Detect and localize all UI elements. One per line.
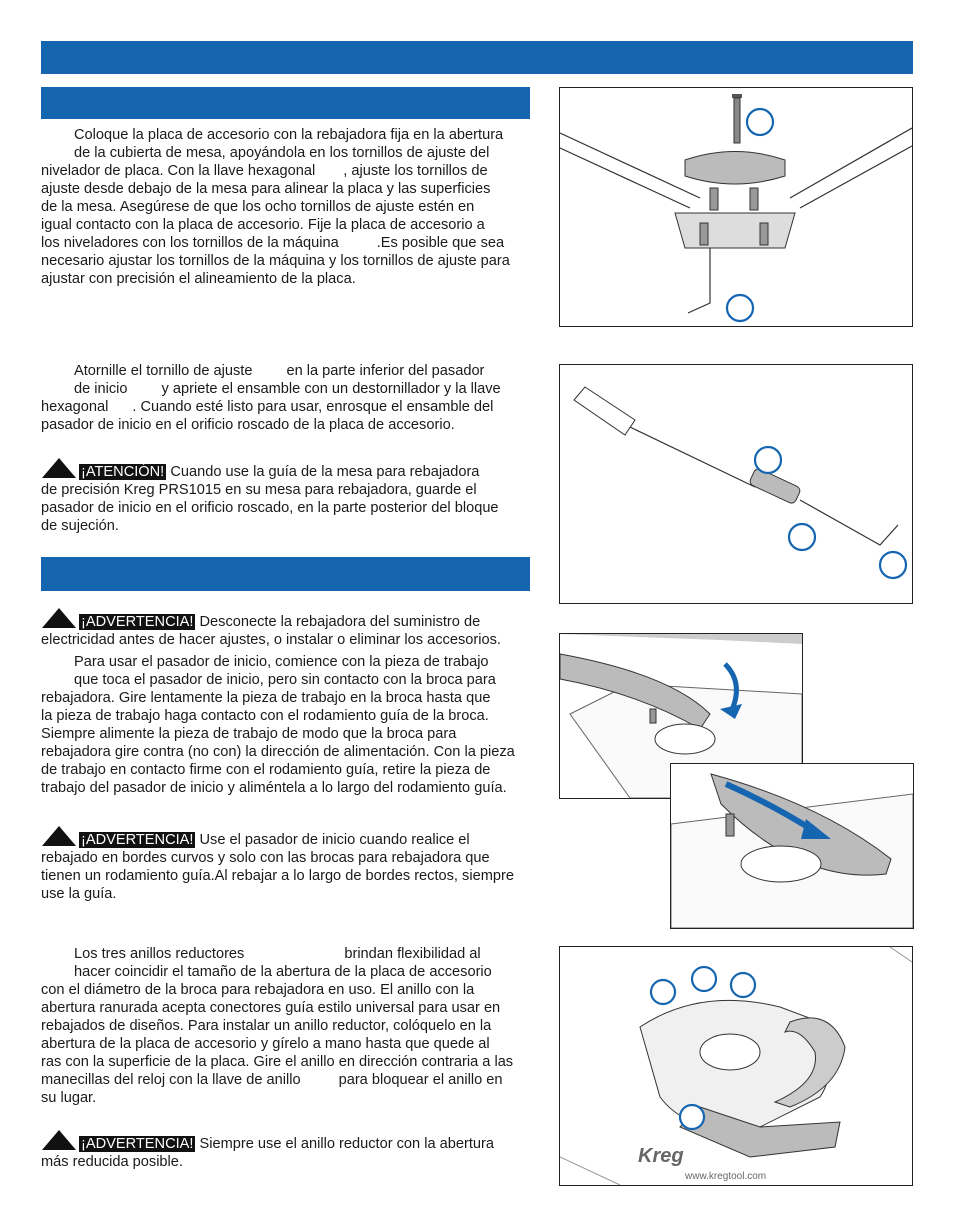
line: de la cubierta de mesa, apoyándola en los tornillos de ajuste del [74, 145, 490, 161]
line: ¡ADVERTENCIA! Use el pasador de inicio cuando realice el [41, 825, 533, 849]
line: de sujeción. [41, 518, 119, 534]
line: pasador de inicio en el orificio roscado de la placa de accesorio. [41, 417, 455, 433]
line: Para usar el pasador de inicio, comience con la pieza de trabajo [74, 654, 489, 670]
line: de precisión Kreg PRS1015 en su mesa para rebajadora, guarde el [41, 482, 477, 498]
top-banner [41, 41, 913, 74]
line: de inicio y apriete el ensamble con un destornillador y la llave [74, 381, 501, 397]
line: con el diámetro de la broca para rebajadora en uso. El anillo con la [41, 982, 475, 998]
line: manecillas del reloj con la llave de anillo para bloquear el anillo en [41, 1072, 503, 1088]
line: necesario ajustar los tornillos de la máquina y los tornillos de ajuste para [41, 253, 510, 269]
line: de la mesa. Asegúrese de que los ocho tornillos de ajuste estén en [41, 199, 475, 215]
warning-tag: ¡ADVERTENCIA! [81, 614, 194, 630]
line: hacer coincidir el tamaño de la abertura de la placa de accesorio [74, 964, 492, 980]
kreg-url: www.kregtool.com [685, 1171, 767, 1182]
line: rebajados de diseños. Para instalar un anillo reductor, colóquelo en la [41, 1018, 492, 1034]
warning-triangle-icon [41, 457, 77, 479]
line: ajustar con precisión el alineamiento de la placa. [41, 271, 356, 287]
line: ajuste desde debajo de la mesa para alinear la placa y las superficies [41, 181, 491, 197]
line: rebajado en bordes curvos y solo con las brocas para rebajadora que [41, 850, 490, 866]
line: electricidad antes de hacer ajustes, o instalar o eliminar los accesorios. [41, 632, 501, 648]
line: tienen un rodamiento guía.Al rebajar a lo largo de bordes rectos, siempre [41, 868, 514, 884]
warning-tag: ¡ADVERTENCIA! [81, 832, 194, 848]
line: Atornille el tornillo de ajuste en la parte inferior del pasador [74, 363, 485, 379]
figure-reducer-rings [559, 946, 913, 1186]
line: la pieza de trabajo haga contacto con el rodamiento guía de la broca. [41, 708, 489, 724]
warning-triangle-icon [41, 1129, 77, 1151]
line: Coloque la placa de accesorio con la rebajadora fija en la abertura [74, 127, 504, 143]
line: trabajo del pasador de inicio y aliméntela a lo largo del rodamiento guía. [41, 780, 507, 796]
line: rebajadora gire contra (no con) la dirección de alimentación. Con la pieza [41, 744, 515, 760]
line: Siempre alimente la pieza de trabajo de modo que la broca para [41, 726, 457, 742]
paragraph-plate-install [41, 126, 533, 288]
line: Los tres anillos reductores brindan flexibilidad al [74, 946, 481, 962]
line: nivelador de placa. Con la llave hexagonal , ajuste los tornillos de [41, 163, 488, 179]
line: rebajadora. Gire lentamente la pieza de trabajo en la broca hasta que [41, 690, 491, 706]
line: su lugar. [41, 1090, 97, 1106]
warning-note-3 [41, 1129, 533, 1171]
warning-note-1 [41, 607, 533, 649]
warning-triangle-icon [41, 825, 77, 847]
line: igual contacto con la placa de accesorio. Fije la placa de accesorio a [41, 217, 485, 233]
section-bar-1 [41, 87, 530, 119]
line: ras con la superficie de la placa. Gire el anillo en dirección contraria a las [41, 1054, 514, 1070]
figure-starter-pin-assembly [559, 364, 913, 604]
line: hexagonal . Cuando esté listo para usar, enrosque el ensamble del [41, 399, 494, 415]
paragraph-reducer-rings [41, 945, 533, 1107]
line: abertura ranurada acepta conectores guía estilo universal para usar en [41, 1000, 501, 1016]
warning-tag: ¡ADVERTENCIA! [81, 1136, 194, 1152]
paragraph-starter-pin [41, 362, 533, 434]
line: ¡ADVERTENCIA! Siempre use el anillo reductor con la abertura [41, 1129, 533, 1153]
line: los niveladores con los tornillos de la máquina .Es posible que sea [41, 235, 505, 251]
kreg-logo: Kreg [638, 1145, 684, 1167]
section-bar-2 [41, 557, 530, 591]
line: abertura de la placa de accesorio y gírelo a mano hasta que quede al [41, 1036, 490, 1052]
line: ¡ADVERTENCIA! Desconecte la rebajadora del suministro de [41, 607, 533, 631]
line: pasador de inicio en el orificio roscado, en la parte posterior del bloque [41, 500, 499, 516]
paragraph-use-starter-pin [41, 653, 533, 797]
figure-workpiece-feed [670, 763, 914, 929]
line: ¡ATENCIÓN! Cuando use la guía de la mesa para rebajadora [41, 457, 533, 481]
attention-tag: ¡ATENCIÓN! [81, 464, 165, 480]
figure-plate-leveler [559, 87, 913, 327]
attention-note [41, 457, 533, 535]
line: más reducida posible. [41, 1154, 183, 1170]
line: que toca el pasador de inicio, pero sin contacto con la broca para [74, 672, 496, 688]
warning-note-2 [41, 825, 533, 903]
line: use la guía. [41, 886, 117, 902]
warning-triangle-icon [41, 607, 77, 629]
line: de trabajo en contacto firme con el rodamiento guía, retire la pieza de [41, 762, 491, 778]
